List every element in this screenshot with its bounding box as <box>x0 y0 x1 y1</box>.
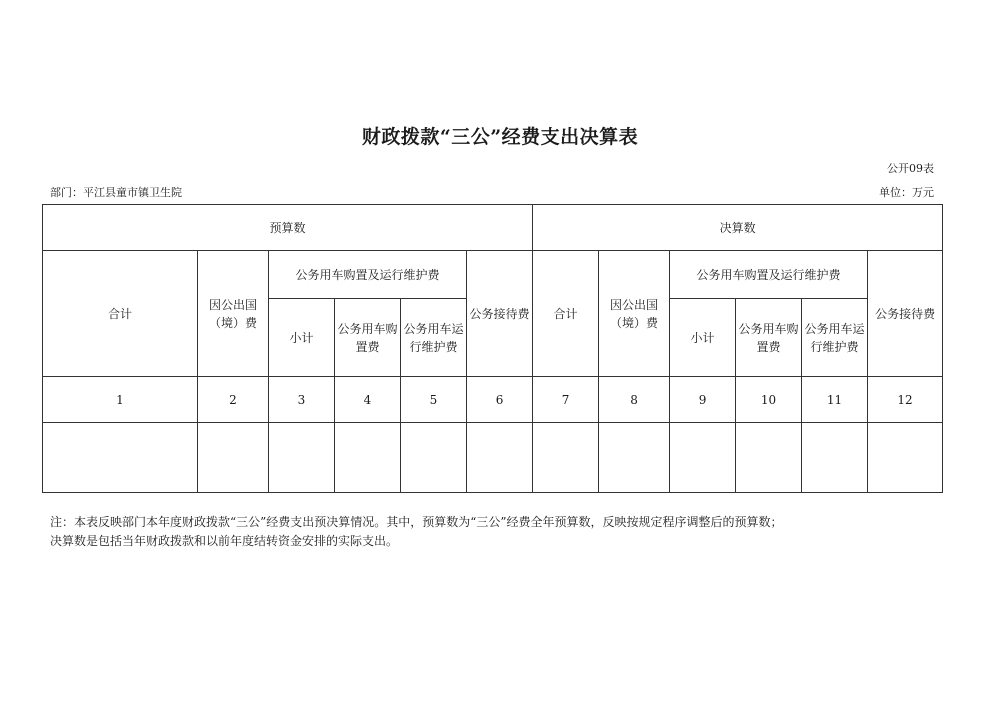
footnote-line-2: 决算数是包括当年财政拨款和以前年度结转资金安排的实际支出。 <box>50 534 399 548</box>
footnote <box>50 513 950 551</box>
final-reception-header: 公务接待费 <box>868 251 943 377</box>
data-cell <box>335 423 401 493</box>
data-cell <box>533 423 599 493</box>
data-cell <box>467 423 533 493</box>
data-cell <box>868 423 943 493</box>
column-number: 8 <box>599 377 670 423</box>
column-header-row <box>43 251 943 299</box>
data-cell <box>599 423 670 493</box>
budget-total-header: 合计 <box>43 251 198 377</box>
data-cell <box>736 423 802 493</box>
group-header-row <box>43 205 943 251</box>
budget-subtotal-header: 小计 <box>269 299 335 377</box>
column-number: 1 <box>43 377 198 423</box>
column-number-row <box>43 377 943 423</box>
data-row <box>43 423 943 493</box>
column-number: 3 <box>269 377 335 423</box>
unit-label: 单位：万元 <box>879 186 934 199</box>
column-number: 9 <box>670 377 736 423</box>
data-cell <box>670 423 736 493</box>
column-number: 7 <box>533 377 599 423</box>
column-number: 2 <box>198 377 269 423</box>
final-vehicle-group-header: 公务用车购置及运行维护费 <box>670 251 868 299</box>
budget-purchase-header: 公务用车购置费 <box>335 299 401 377</box>
department-label: 部门：平江县童市镇卫生院 <box>50 186 182 199</box>
column-number: 12 <box>868 377 943 423</box>
final-total-header: 合计 <box>533 251 599 377</box>
budget-abroad-header: 因公出国（境）费 <box>198 251 269 377</box>
column-number: 6 <box>467 377 533 423</box>
final-header: 决算数 <box>533 205 943 251</box>
column-number: 5 <box>401 377 467 423</box>
final-operation-header: 公务用车运行维护费 <box>802 299 868 377</box>
final-abroad-header: 因公出国（境）费 <box>599 251 670 377</box>
final-purchase-header: 公务用车购置费 <box>736 299 802 377</box>
form-number: 公开09表 <box>887 162 934 175</box>
column-number: 4 <box>335 377 401 423</box>
budget-header: 预算数 <box>43 205 533 251</box>
budget-vehicle-group-header: 公务用车购置及运行维护费 <box>269 251 467 299</box>
expense-table <box>42 204 943 493</box>
column-number: 10 <box>736 377 802 423</box>
data-cell <box>401 423 467 493</box>
data-cell <box>43 423 198 493</box>
data-cell <box>269 423 335 493</box>
final-subtotal-header: 小计 <box>670 299 736 377</box>
page-title: 财政拨款“三公”经费支出决算表 <box>361 126 639 148</box>
column-number: 11 <box>802 377 868 423</box>
budget-reception-header: 公务接待费 <box>467 251 533 377</box>
budget-operation-header: 公务用车运行维护费 <box>401 299 467 377</box>
data-cell <box>802 423 868 493</box>
footnote-line-1: 注：本表反映部门本年度财政拨款“三公”经费支出预决算情况。其中，预算数为“三公”经费全年预算数，反映按规定程序调整后的预算数； <box>50 515 783 529</box>
data-cell <box>198 423 269 493</box>
